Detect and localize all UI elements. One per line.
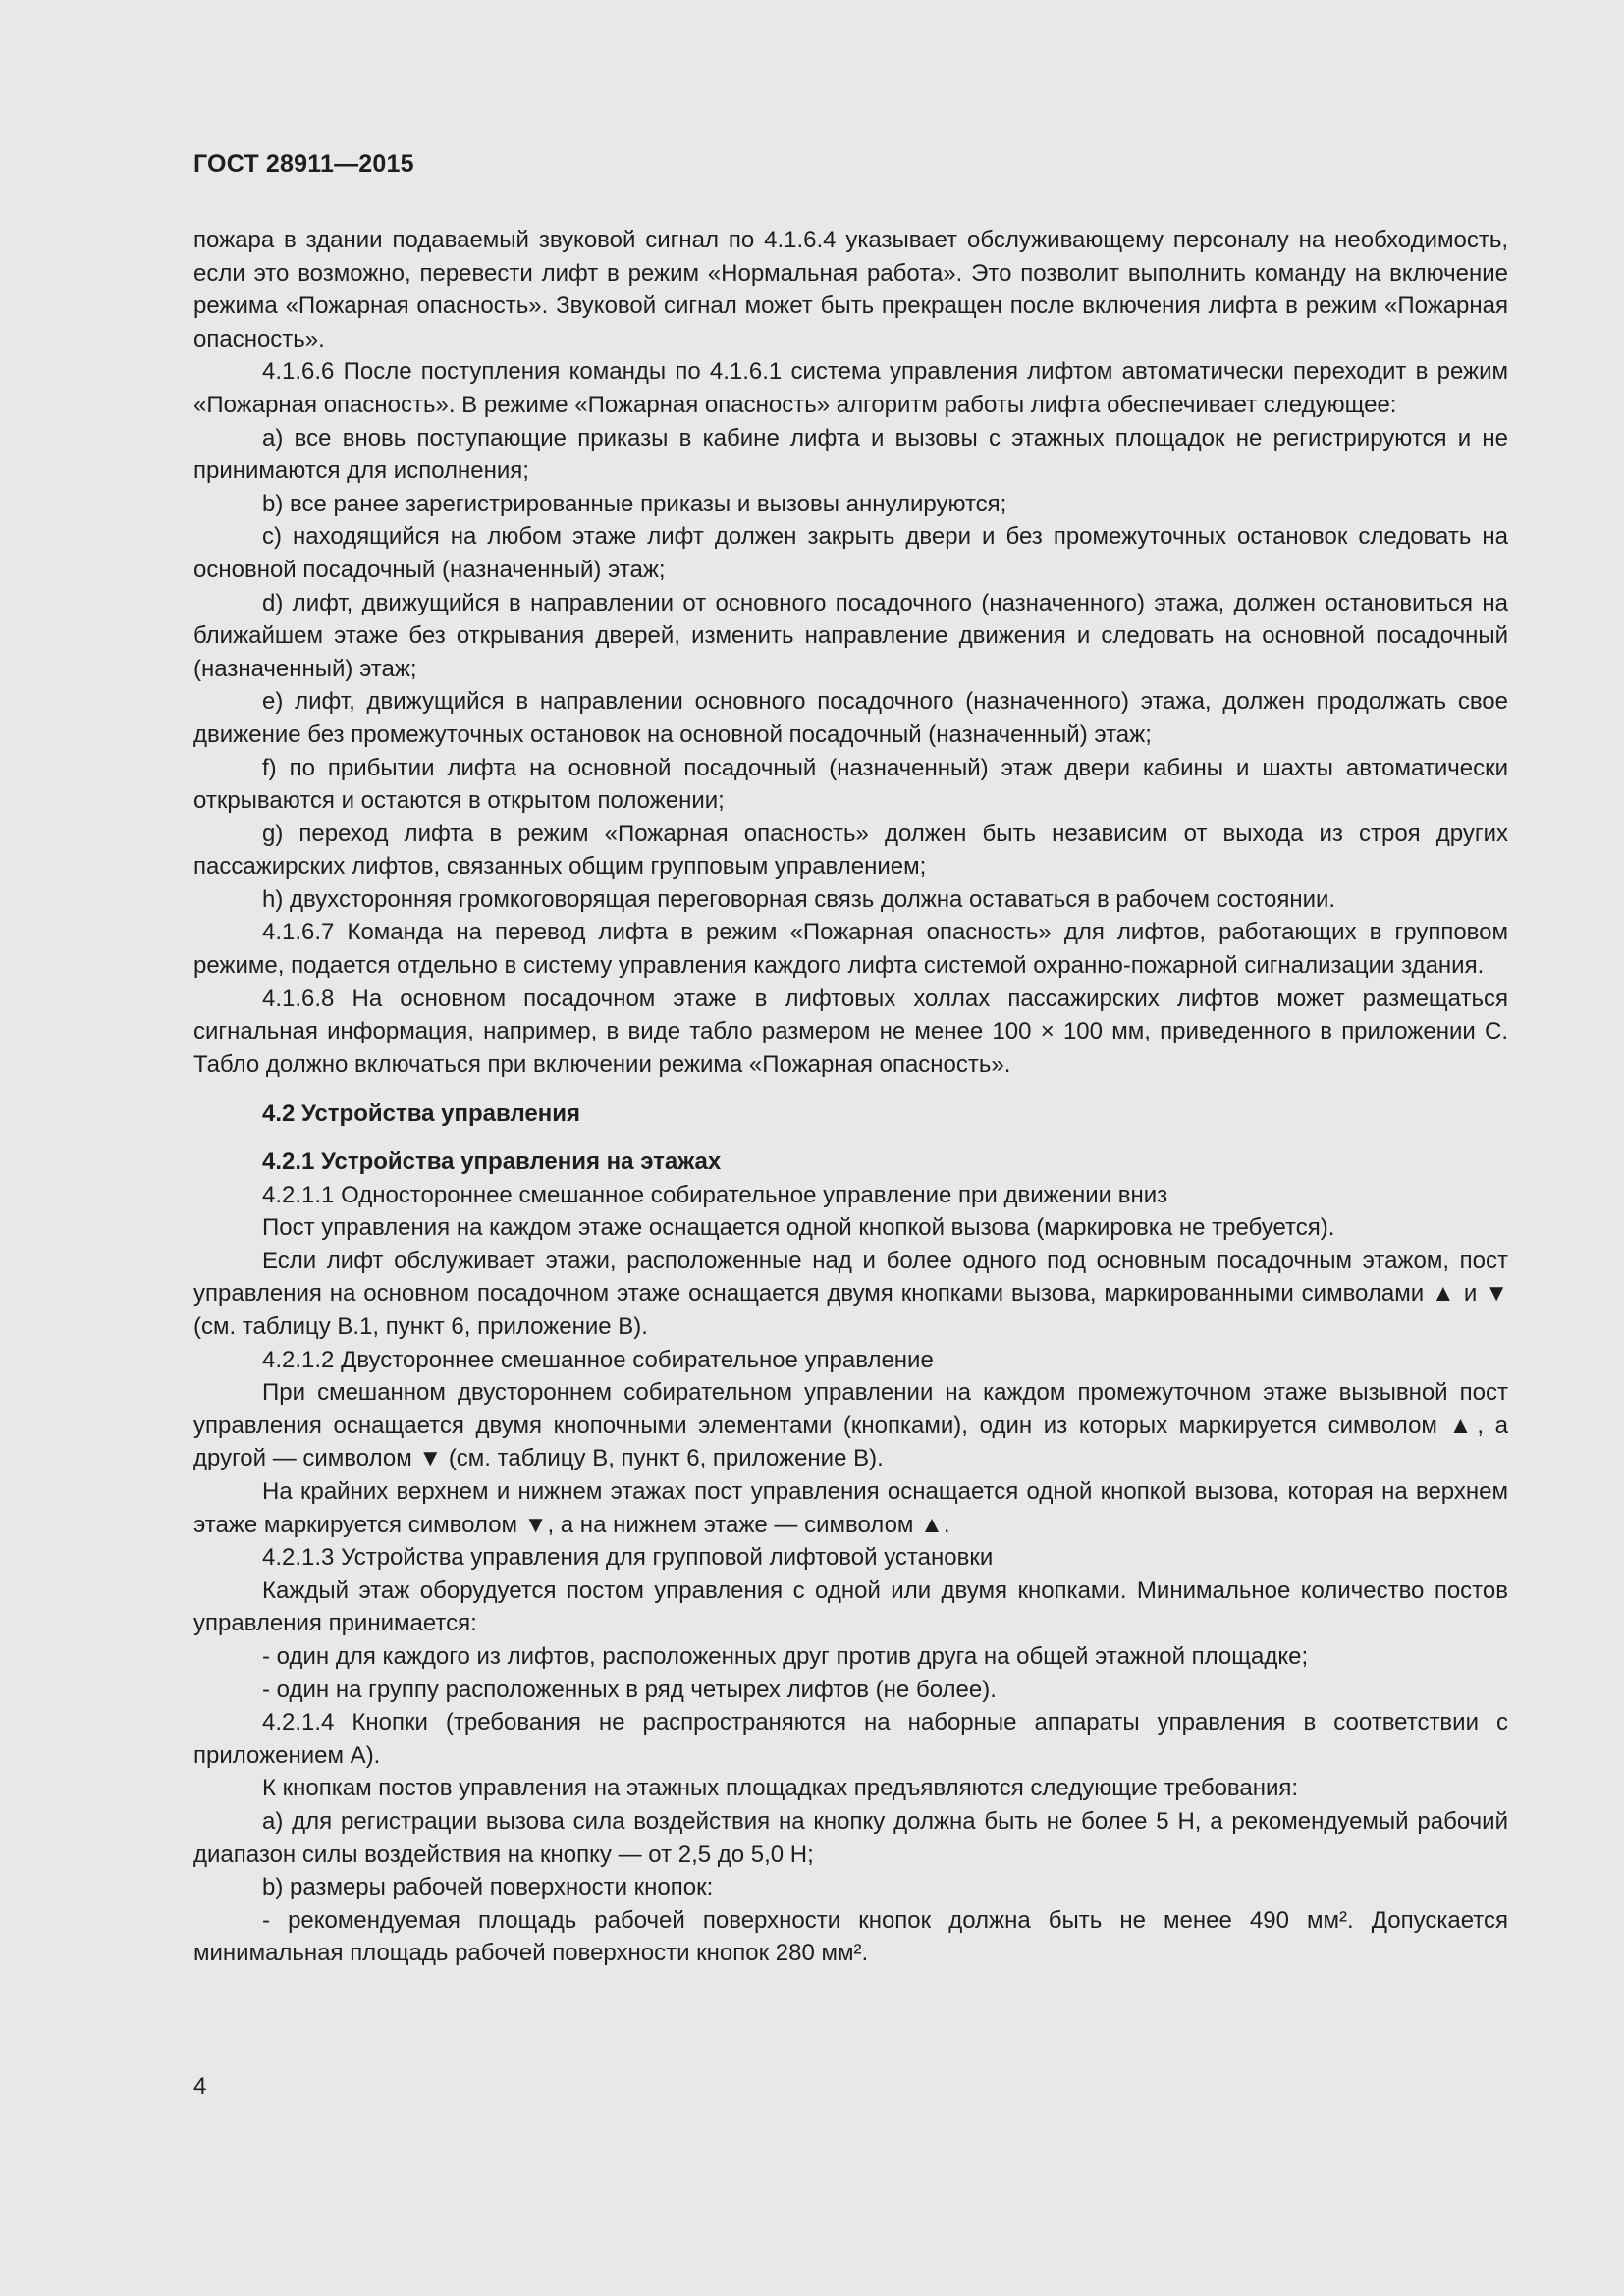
list-item-g: g) переход лифта в режим «Пожарная опасность» должен быть независим от выхода из строя других пассажирских лифтов, связанных общим групповым управлением; (193, 820, 1508, 881)
list-item-b: b) все ранее зарегистрированные приказы и вызовы аннулируются; (262, 490, 1007, 517)
paragraph: Каждый этаж оборудуется постом управления с одной или двумя кнопками. Минимальное количество постов управления принимается: (193, 1576, 1508, 1637)
document-header: ГОСТ 28911—2015 (193, 150, 414, 178)
dash-list-item: - рекомендуемая площадь рабочей поверхности кнопок должна быть не менее 490 мм². Допускается минимальная площадь рабочей поверхности кнопок 280 мм². (193, 1906, 1508, 1967)
paragraph: Если лифт обслуживает этажи, расположенные над и более одного под основным посадочным этажом, пост управления на основном посадочном этаже оснащается двумя кнопками вызова, маркированными символами ▲ и ▼ (см. таблицу В.1, пункт 6, приложение В). (193, 1247, 1508, 1340)
dash-list-item: - один для каждого из лифтов, расположенных друг против друга на общей этажной площадке; (262, 1642, 1309, 1670)
clause-4-1-6-7: 4.1.6.7 Команда на перевод лифта в режим «Пожарная опасность» для лифтов, работающих в групповом режиме, подается отдельно в систему управления каждого лифта системой охранно-пожарной сигнализации здания. (193, 919, 1508, 980)
paragraph: Пост управления на каждом этаже оснащается одной кнопкой вызова (маркировка не требуется). (262, 1214, 1335, 1242)
clause-4-2-1-1: 4.2.1.1 Одностороннее смешанное собирательное управление при движении вниз (262, 1181, 1168, 1208)
clause-4-1-6-8: 4.1.6.8 На основном посадочном этаже в лифтовых холлах пассажирских лифтов может размещаться сигнальная информация, например, в виде табло размером не менее 100 × 100 мм, приведенного в приложении С. Табло должно включаться при включении режима «Пожарная опасность». (193, 985, 1508, 1078)
paragraph-continuation: пожара в здании подаваемый звуковой сигнал по 4.1.6.4 указывает обслуживающему персоналу на необходимость, если это возможно, перевести лифт в режим «Нормальная работа». Это позволит выполнить команду на включение режима «Пожарная опасность». Звуковой сигнал может быть прекращен после включения лифта в режим «Пожарная опасность». (193, 227, 1508, 352)
list-item-d: d) лифт, движущийся в направлении от основного посадочного (назначенного) этажа, должен остановиться на ближайшем этаже без открывания дверей, изменить направление движения и следовать на основной посадочный (назначенный) этаж; (193, 589, 1508, 682)
clause-4-1-6-6: 4.1.6.6 После поступления команды по 4.1.6.1 система управления лифтом автоматически переходит в режим «Пожарная опасность». В режиме «Пожарная опасность» алгоритм работы лифта обеспечивает следующее: (193, 358, 1508, 418)
page-number: 4 (193, 2073, 207, 2100)
list-item-e: e) лифт, движущийся в направлении основного посадочного (назначенного) этажа, должен продолжать свое движение без промежуточных остановок на основной посадочный (назначенный) этаж; (193, 688, 1508, 748)
clause-4-2-1-4: 4.2.1.4 Кнопки (требования не распространяются на наборные аппараты управления в соответствии с приложением А). (193, 1709, 1508, 1769)
list-item-c: c) находящийся на любом этаже лифт должен закрыть двери и без промежуточных остановок следовать на основной посадочный (назначенный) этаж; (193, 523, 1508, 583)
subsection-heading-4-2-1: 4.2.1 Устройства управления на этажах (262, 1148, 722, 1176)
paragraph: К кнопкам постов управления на этажных площадках предъявляются следующие требования: (262, 1775, 1299, 1802)
document-body (193, 224, 1508, 1970)
paragraph: При смешанном двустороннем собирательном управлении на каждом промежуточном этаже вызывной пост управления оснащается двумя кнопочными элементами (кнопками), один из которых маркируется символом ▲, а другой — символом ▼ (см. таблицу В, пункт 6, приложение В). (193, 1379, 1508, 1472)
list-item-h: h) двухсторонняя громкоговорящая переговорная связь должна оставаться в рабочем состоянии. (262, 885, 1336, 913)
list-item-f: f) по прибытии лифта на основной посадочный (назначенный) этаж двери кабины и шахты автоматически открываются и остаются в открытом положении; (193, 754, 1508, 815)
paragraph: На крайних верхнем и нижнем этажах пост управления оснащается одной кнопкой вызова, которая на верхнем этаже маркируется символом ▼, а на нижнем этаже — символом ▲. (193, 1477, 1508, 1538)
section-heading-4-2: 4.2 Устройства управления (262, 1100, 580, 1128)
list-item-a: а) все вновь поступающие приказы в кабине лифта и вызовы с этажных площадок не регистрируются и не принимаются для исполнения; (193, 424, 1508, 485)
dash-list-item: - один на группу расположенных в ряд четырех лифтов (не более). (262, 1676, 997, 1703)
clause-4-2-1-2: 4.2.1.2 Двустороннее смешанное собирательное управление (262, 1346, 934, 1373)
list-item-a: а) для регистрации вызова сила воздействия на кнопку должна быть не более 5 Н, а рекомендуемый рабочий диапазон силы воздействия на кнопку — от 2,5 до 5,0 Н; (193, 1807, 1508, 1868)
clause-4-2-1-3: 4.2.1.3 Устройства управления для групповой лифтовой установки (262, 1544, 994, 1572)
list-item-b: b) размеры рабочей поверхности кнопок: (262, 1874, 714, 1901)
